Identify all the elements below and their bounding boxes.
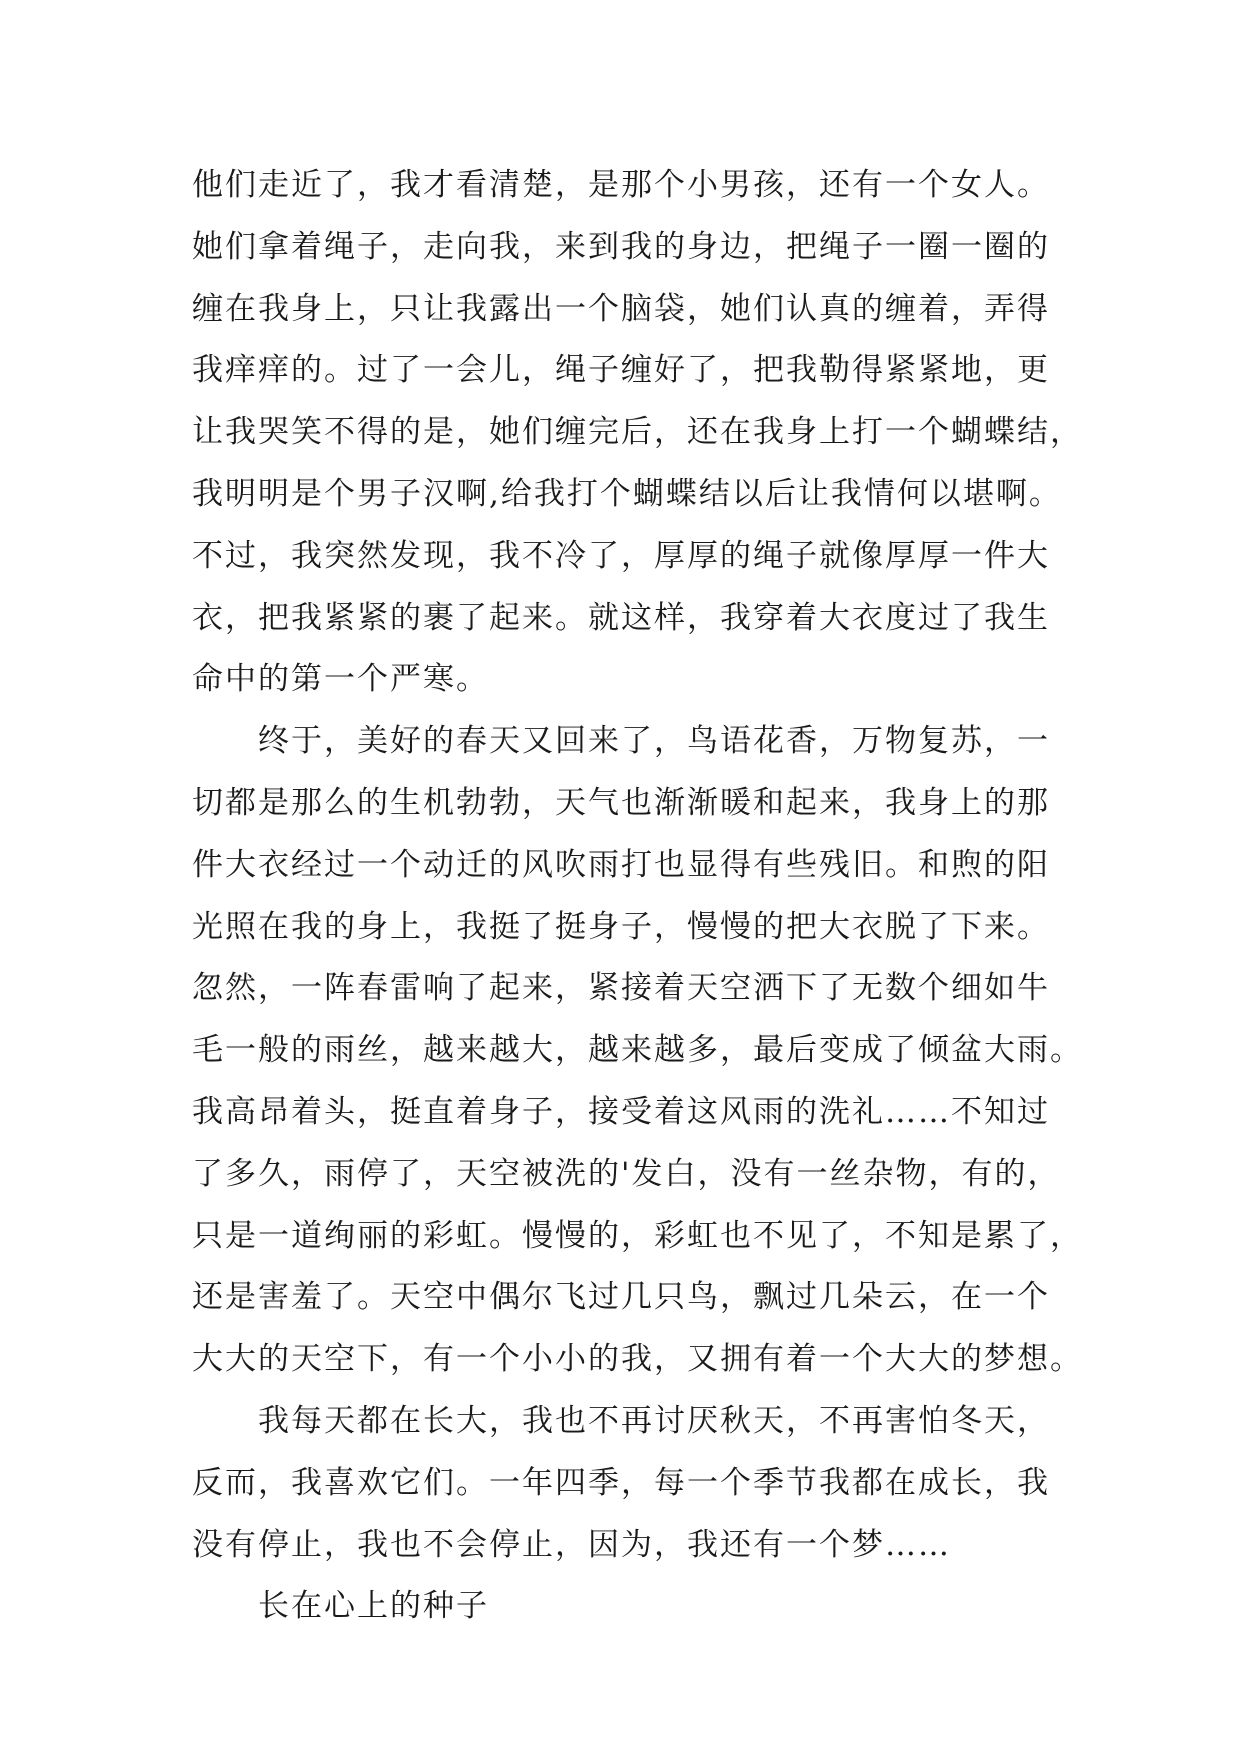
text-line: 衣，把我紧紧的裹了起来。就这样，我穿着大衣度过了我生	[192, 599, 1050, 636]
text-line: 我痒痒的。过了一会儿，绳子缠好了，把我勒得紧紧地，更	[192, 352, 1050, 389]
text-line: 反而，我喜欢它们。一年四季，每一个季节我都在成长，我	[192, 1464, 1050, 1501]
text-line: 我明明是个男子汉啊,给我打个蝴蝶结以后让我情何以堪啊。	[192, 475, 1062, 512]
document-body	[192, 155, 1082, 1638]
paragraph-start-line: 终于，美好的春天又回来了，鸟语花香，万物复苏，一	[258, 723, 1050, 760]
text-line: 缠在我身上，只让我露出一个脑袋，她们认真的缠着，弄得	[192, 290, 1050, 327]
text-line: 命中的第一个严寒。	[192, 661, 489, 698]
text-line: 毛一般的雨丝，越来越大，越来越多，最后变成了倾盆大雨。	[192, 1032, 1083, 1069]
text-line: 光照在我的身上，我挺了挺身子，慢慢的把大衣脱了下来。	[192, 908, 1050, 945]
text-line: 还是害羞了。天空中偶尔飞过几只鸟，飘过几朵云，在一个	[192, 1279, 1050, 1316]
text-line: 切都是那么的生机勃勃，天气也渐渐暖和起来，我身上的那	[192, 784, 1050, 821]
text-line: 只是一道绚丽的彩虹。慢慢的，彩虹也不见了，不知是累了，	[192, 1217, 1083, 1254]
paragraph-start-line: 我每天都在长大，我也不再讨厌秋天，不再害怕冬天，	[258, 1402, 1050, 1439]
text-line: 他们走近了，我才看清楚，是那个小男孩，还有一个女人。	[192, 167, 1050, 203]
text-line: 她们拿着绳子，走向我，来到我的身边，把绳子一圈一圈的	[192, 228, 1050, 265]
text-line: 了多久，雨停了，天空被洗的'发白，没有一丝杂物，有的，	[192, 1155, 1061, 1192]
text-line: 件大衣经过一个动迁的风吹雨打也显得有些残旧。和煦的阳	[192, 846, 1050, 883]
text-line: 大大的天空下，有一个小小的我，又拥有着一个大大的梦想。	[192, 1341, 1083, 1378]
text-line: 没有停止，我也不会停止，因为，我还有一个梦……	[192, 1526, 951, 1563]
text-line: 忽然，一阵春雷响了起来，紧接着天空洒下了无数个细如牛	[192, 970, 1050, 1007]
section-title: 长在心上的种子	[258, 1588, 489, 1625]
text-line: 我高昂着头，挺直着身子，接受着这风雨的洗礼……不知过	[192, 1093, 1050, 1130]
text-line: 不过，我突然发现，我不冷了，厚厚的绳子就像厚厚一件大	[192, 537, 1050, 574]
text-line: 让我哭笑不得的是，她们缠完后，还在我身上打一个蝴蝶结，	[192, 414, 1083, 451]
